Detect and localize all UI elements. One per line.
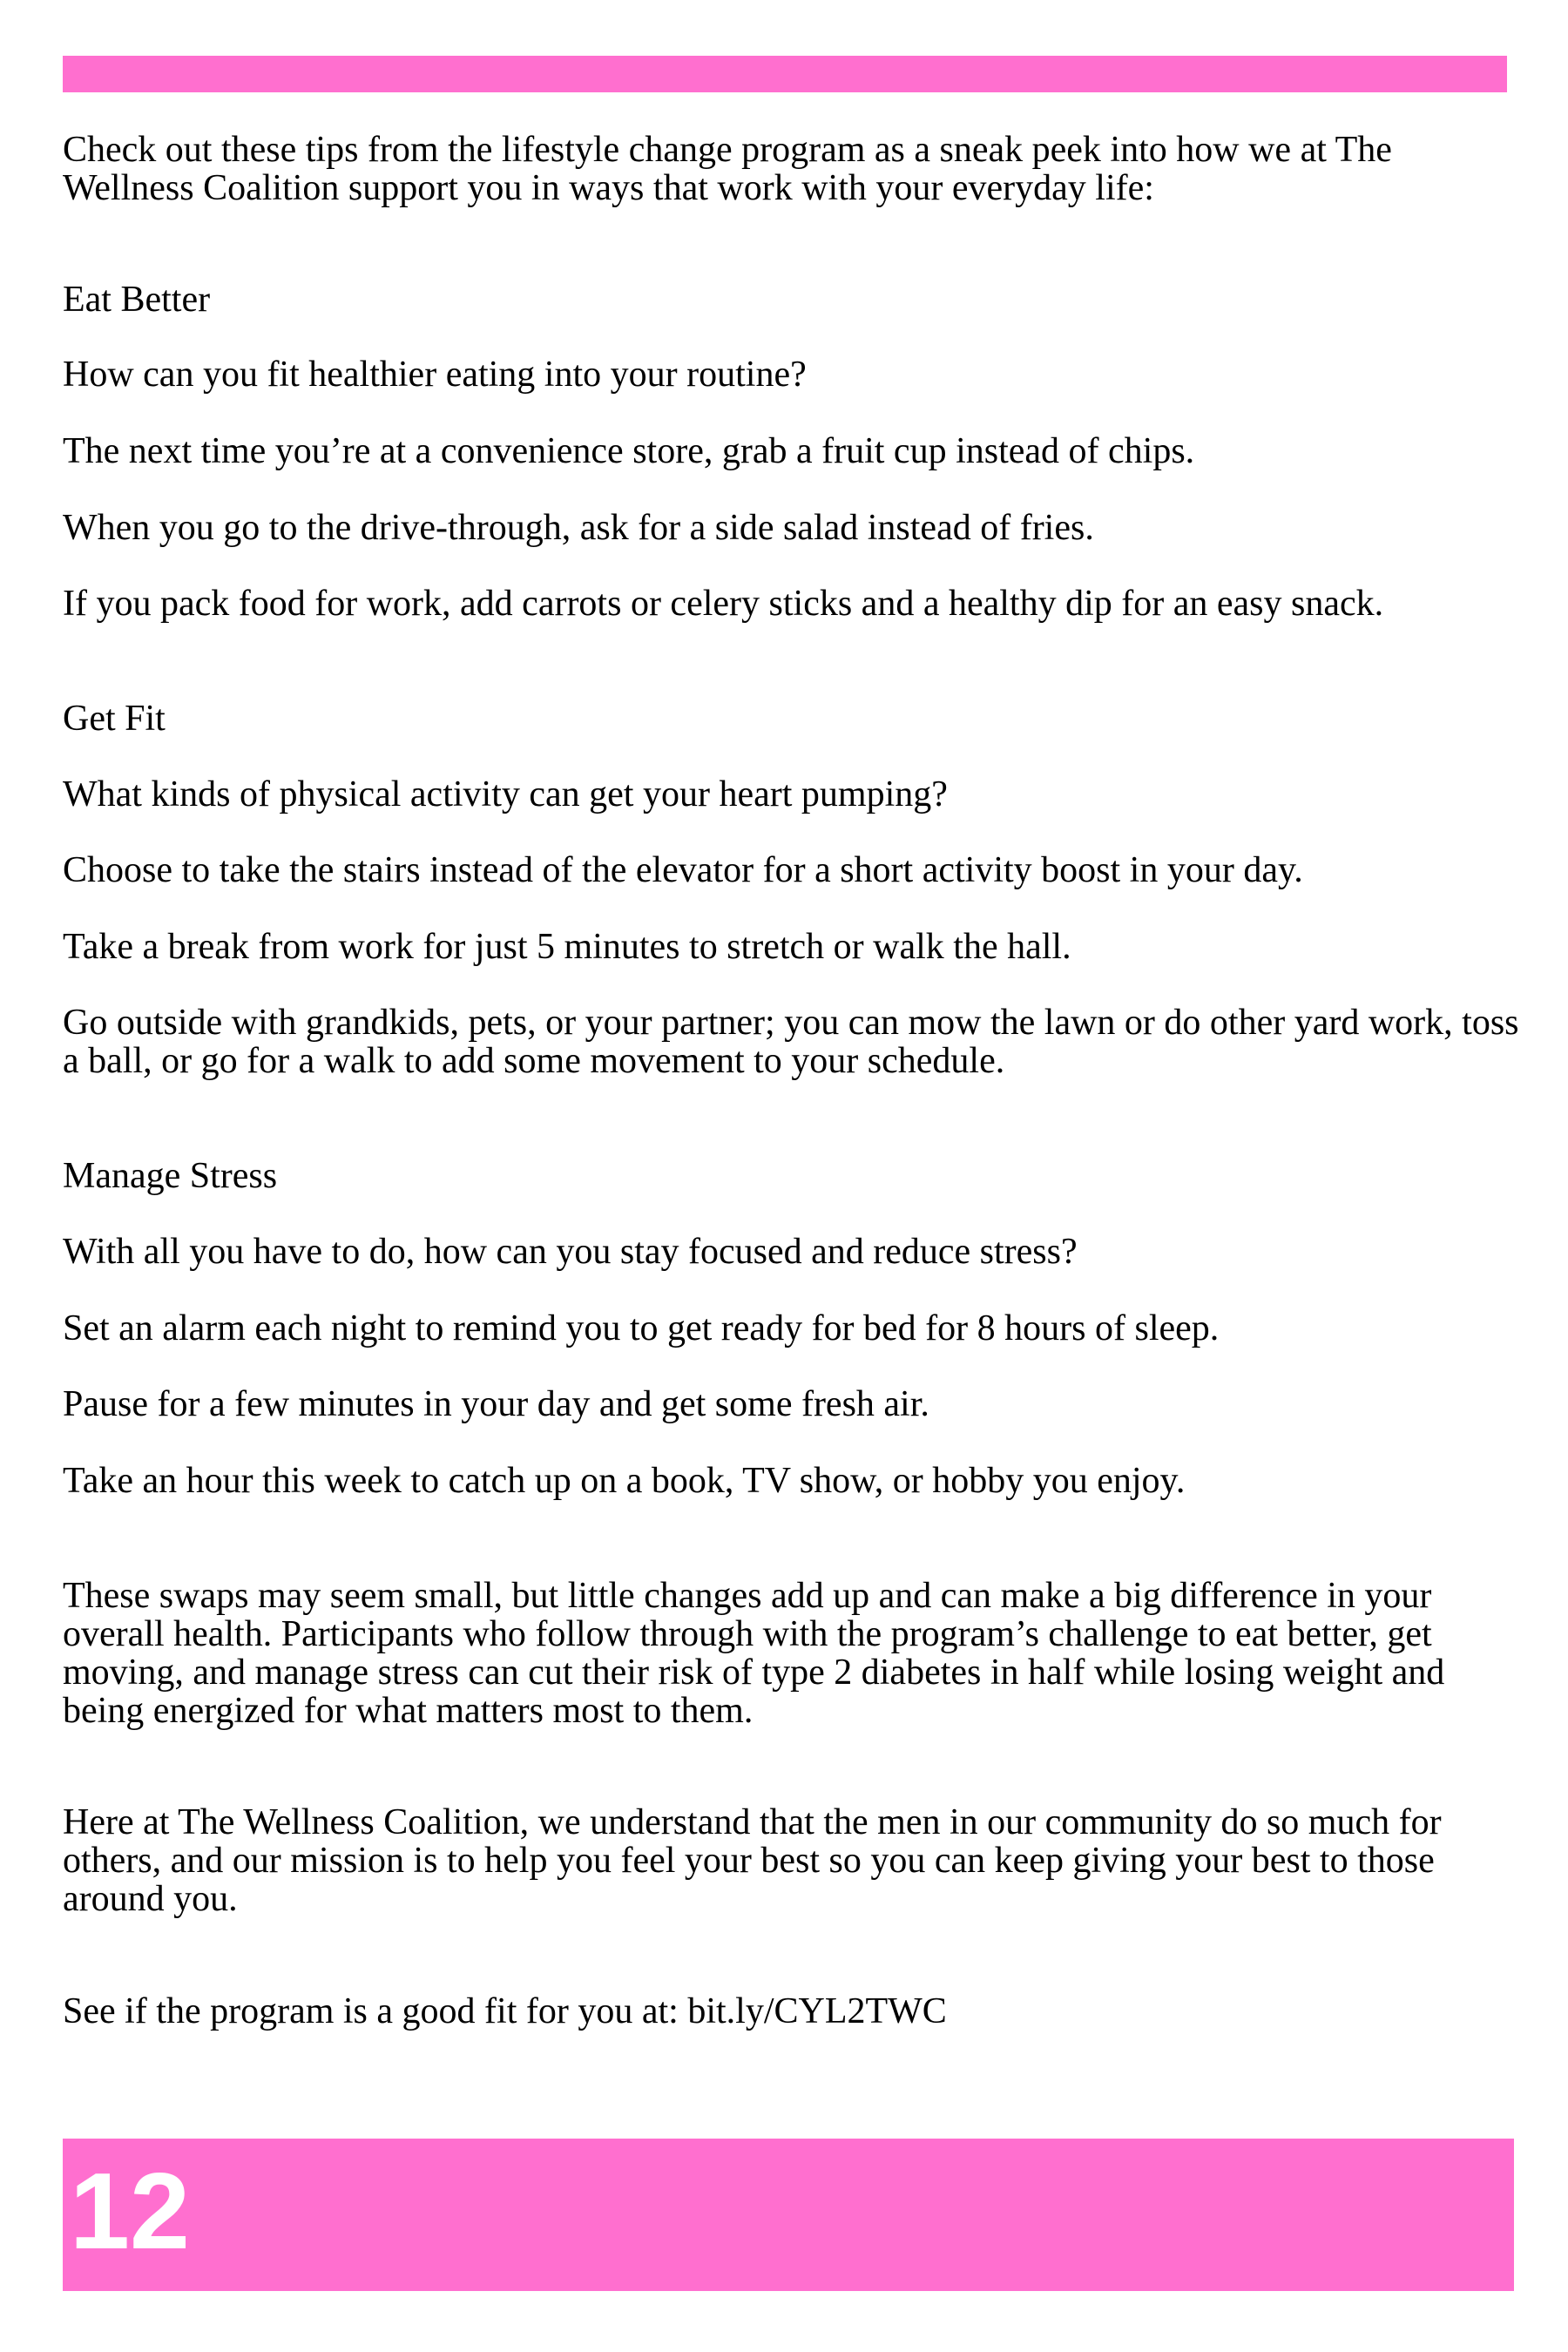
eat-better-question: How can you fit healthier eating into your routine? (63, 355, 807, 395)
intro-paragraph: Check out these tips from the lifestyle change program as a sneak peek into how we at The Wellness Coalition support you in ways that work with your everyday life: (63, 130, 1392, 208)
get-fit-tip-2: Take a break from work for just 5 minutes to stretch or walk the hall. (63, 927, 1071, 967)
get-fit-tip-1: Choose to take the stairs instead of the elevator for a short activity boost in your day. (63, 850, 1303, 890)
eat-better-tip-3: If you pack food for work, add carrots or celery sticks and a healthy dip for an easy snack. (63, 584, 1384, 624)
get-fit-question: What kinds of physical activity can get your heart pumping? (63, 774, 948, 814)
eat-better-tip-2: When you go to the drive-through, ask for a side salad instead of fries. (63, 508, 1094, 548)
section-heading-get-fit: Get Fit (63, 699, 166, 739)
eat-better-tip-1: The next time you’re at a convenience store, grab a fruit cup instead of chips. (63, 431, 1195, 471)
section-heading-eat-better: Eat Better (63, 280, 211, 320)
page-number: 12 (70, 2152, 190, 2272)
section-heading-manage-stress: Manage Stress (63, 1156, 278, 1196)
mission-paragraph: Here at The Wellness Coalition, we understand that the men in our community do so much for others, and our mission is to help you feel your best so you can keep giving your best to those around you. (63, 1802, 1442, 1919)
page-footer-bar (63, 2139, 1514, 2291)
manage-stress-question: With all you have to do, how can you stay focused and reduce stress? (63, 1232, 1078, 1272)
manage-stress-tip-3: Take an hour this week to catch up on a book, TV show, or hobby you enjoy. (63, 1461, 1186, 1501)
manage-stress-tip-1: Set an alarm each night to remind you to get ready for bed for 8 hours of sleep. (63, 1308, 1220, 1348)
get-fit-tip-3: Go outside with grandkids, pets, or your partner; you can mow the lawn or do other yard work, toss a ball, or go for a walk to add some movement to your schedule. (63, 1003, 1519, 1081)
summary-paragraph: These swaps may seem small, but little changes add up and can make a big difference in your overall health. Participants who follow through with the program’s challenge to eat better, get moving, and manage stress can cut their risk of type 2 diabetes in half while losing weight and being energized for what matters most to them. (63, 1576, 1445, 1731)
manage-stress-tip-2: Pause for a few minutes in your day and get some fresh air. (63, 1384, 929, 1424)
top-accent-bar (63, 56, 1507, 92)
cta-paragraph: See if the program is a good fit for you at: bit.ly/CYL2TWC (63, 1991, 947, 2031)
